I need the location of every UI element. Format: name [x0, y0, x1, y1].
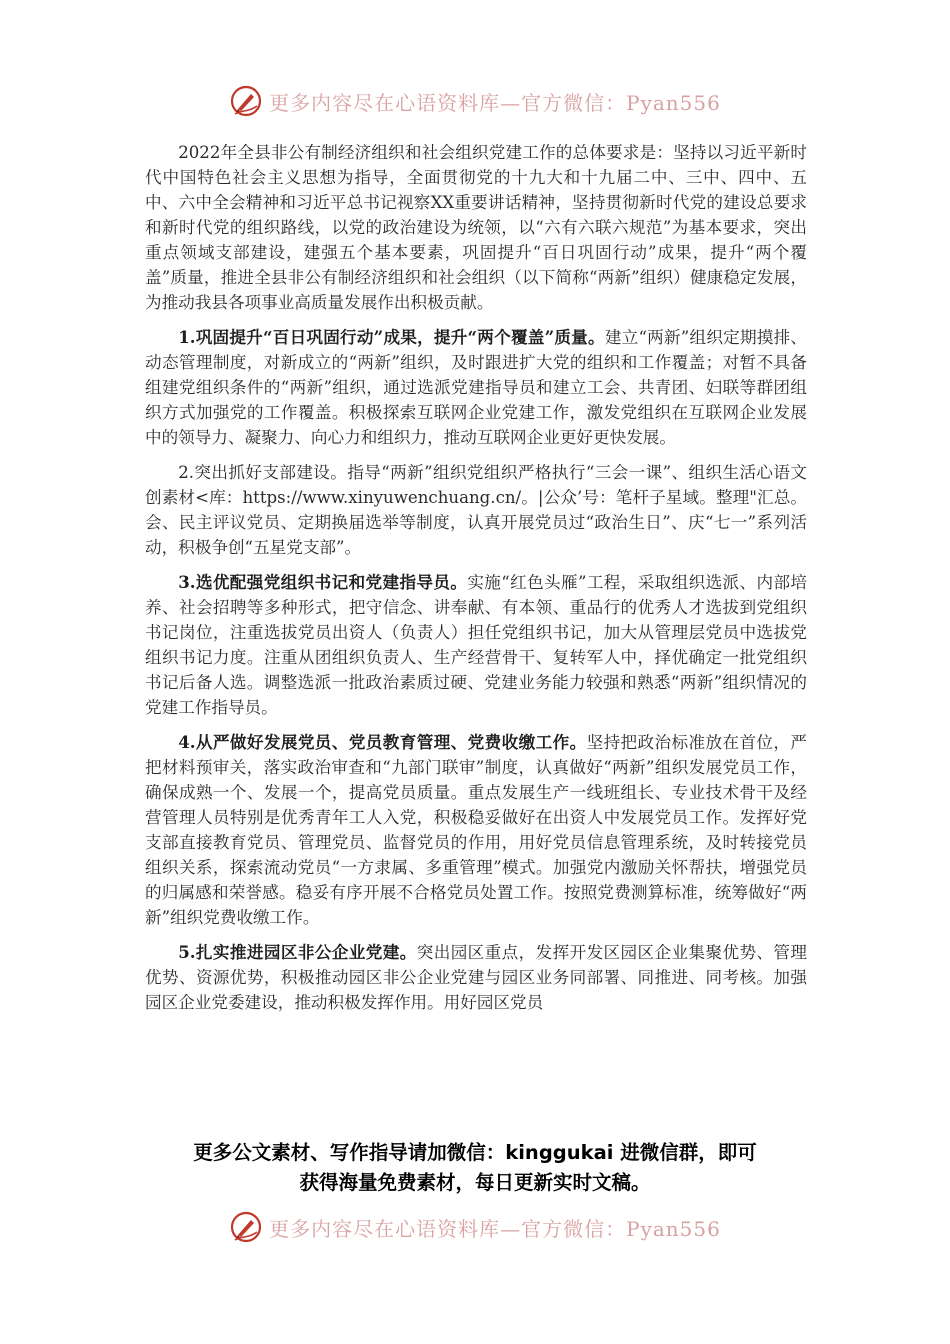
- pen-logo-icon: [229, 84, 263, 118]
- pen-logo-icon: [229, 1210, 263, 1244]
- promo-note: [100, 1138, 850, 1198]
- paragraph-text: 实施“红色头雁”工程，采取组织选派、内部培养、社会招聘等多种形式，把守信念、讲奉献、有本领、重品行的优秀人才选拔到党组织书记岗位，注重选拔党员出资人（负责人）担任党组织书记，加大从管理层党员中选拔党组织书记力度。注重从团组织负责人、生产经营骨干、复转军人中，择优确定一批党组织书记后备人选。调整选派一批政治素质过硬、党建业务能力较强和熟悉“两新”组织情况的党建工作指导员。: [145, 573, 807, 717]
- section-2-paragraph: [145, 460, 807, 560]
- section-4-paragraph: [145, 730, 807, 930]
- header-banner: [0, 84, 950, 118]
- section-heading: 4.从严做好发展党员、党员教育管理、党费收缴工作。: [178, 732, 587, 752]
- paragraph-text: 坚持把政治标准放在首位，严把材料预审关，落实政治审查和“九部门联审”制度，认真做好“两新”组织发展党员工作，确保成熟一个、发展一个，提高党员质量。重点发展生产一线班组长、专业技术骨干及经营管理人员特别是优秀青年工人入党，积极稳妥做好在出资人中发展党员工作。发挥好党支部直接教育党员、管理党员、监督党员的作用，用好党员信息管理系统，及时转接党员组织关系，探索流动党员“一方隶属、多重管理”模式。加强党内激励关怀帮扶，增强党员的归属感和荣誉感。稳妥有序开展不合格党员处置工作。按照党费测算标准，统筹做好“两新”组织党费收缴工作。: [145, 733, 807, 927]
- section-heading: 5.扎实推进园区非公企业党建。: [178, 942, 417, 962]
- promo-line-2: 获得海量免费素材，每日更新实时文稿。: [299, 1171, 651, 1194]
- document-body: [145, 140, 807, 1025]
- section-heading: 3.选优配强党组织书记和党建指导员。: [178, 572, 468, 592]
- section-5-paragraph: [145, 940, 807, 1015]
- paragraph-text: 突出园区重点，发挥开发区园区企业集聚优势、管理优势、资源优势，积极推动园区非公企业党建与园区业务同部署、同推进、同考核。加强园区企业党委建设，推动积极发挥作用。用好园区党员: [145, 943, 807, 1012]
- section-1-paragraph: [145, 325, 807, 450]
- promo-line-1: 更多公文素材、写作指导请加微信：kinggukai 进微信群，即可: [193, 1141, 757, 1164]
- banner-text: 更多内容尽在心语资料库—官方微信：Pyan556: [269, 1216, 721, 1241]
- section-heading: 1.巩固提升“百日巩固行动”成果，提升“两个覆盖”质量。: [178, 327, 605, 347]
- paragraph-text: 建立“两新”组织定期摸排、动态管理制度，对新成立的“两新”组织，及时跟进扩大党的组织和工作覆盖；对暂不具备组建党组织条件的“两新”组织，通过选派党建指导员和建立工会、共青团、妇联等群团组织方式加强党的工作覆盖。积极探索互联网企业党建工作，激发党组织在互联网企业发展中的领导力、凝聚力、向心力和组织力，推动互联网企业更好更快发展。: [145, 328, 807, 447]
- banner-text: 更多内容尽在心语资料库—官方微信：Pyan556: [269, 90, 721, 115]
- section-3-paragraph: [145, 570, 807, 720]
- paragraph-text: 2022年全县非公有制经济组织和社会组织党建工作的总体要求是：坚持以习近平新时代中国特色社会主义思想为指导，全面贯彻党的十九大和十九届二中、三中、四中、五中、六中全会精神和习近平总书记视察XX重要讲话精神，坚持贯彻新时代党的建设总要求和新时代党的组织路线，以党的政治建设为统领，以“六有六联六规范”为基本要求，突出重点领域支部建设，建强五个基本要素，巩固提升“百日巩固行动”成果，提升“两个覆盖”质量，推进全县非公有制经济组织和社会组织（以下简称“两新”组织）健康稳定发展，为推动我县各项事业高质量发展作出积极贡献。: [145, 143, 807, 312]
- footer-banner: [0, 1210, 950, 1244]
- intro-paragraph: [145, 140, 807, 315]
- paragraph-text: 2.突出抓好支部建设。指导“两新”组织党组织严格执行“三会一课”、组织生活心语文创素材<库：https://www.xinyuwenchuang.cn/。|公众’号：笔杆子星域。整理"汇总。会、民主评议党员、定期换届选举等制度，认真开展党员过“政治生日”、庆“七一”系列活动，积极争创“五星党支部”。: [145, 463, 807, 557]
